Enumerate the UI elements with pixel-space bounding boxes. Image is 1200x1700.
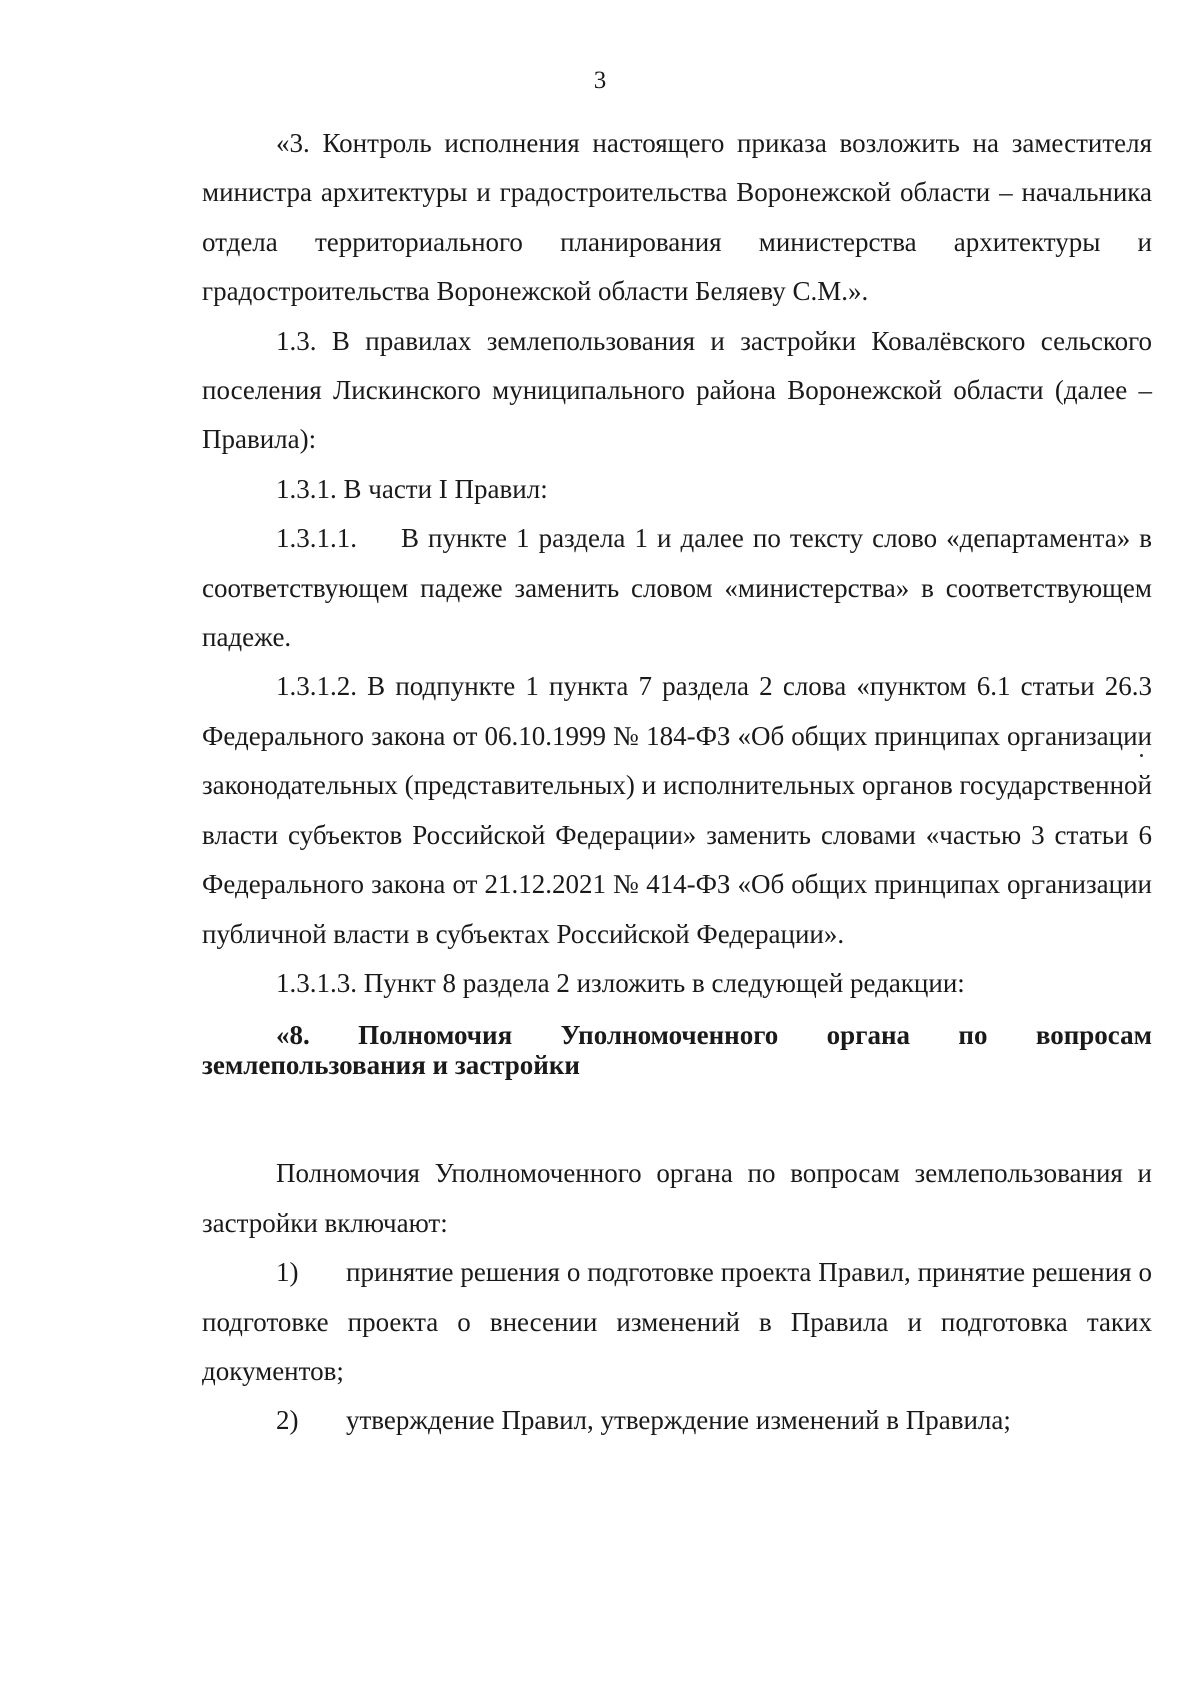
- section-heading: «8. Полномочия Уполномоченного органа по вопросам землепользования и застройки: [202, 1020, 1152, 1081]
- list-item-1: [202, 1248, 1152, 1396]
- list-item-number: 2): [276, 1405, 299, 1436]
- list-item-text: утверждение Правил, утверждение изменений в Правила;: [346, 1405, 1011, 1436]
- paragraph-1-3-1-2: 1.3.1.2. В подпункте 1 пункта 7 раздела 2 слова «пунктом 6.1 статьи 26.3 Федерального закона от 06.10.1999 № 184-ФЗ «Об общих принципах организации законодательных (представительных) и исполнительных органов государственной власти субъектов Российской Федерации» заменить словами «частью 3 статьи 6 Федерального закона от 21.12.2021 № 414-ФЗ «Об общих принципах организации публичной власти в субъектах Российской Федерации».: [202, 671, 1152, 949]
- paragraph-1-3-1-1: [202, 514, 1152, 662]
- document-body: [202, 119, 1152, 1446]
- paragraph-control-clause: «3. Контроль исполнения настоящего приказа возложить на заместителя министра архитектуры и градостроительства Воронежской области – начальника отдела территориального планирования министерства архитектуры и градостроительства Воронежской области Беляеву С.М.».: [202, 128, 1152, 307]
- paragraph-1-3-1-1-number: 1.3.1.1.: [276, 523, 357, 554]
- paragraph-1-3-1: 1.3.1. В части I Правил:: [276, 473, 548, 504]
- page-number: 3: [593, 67, 607, 94]
- list-item-number: 1): [276, 1257, 299, 1288]
- paragraph-1-3-1-1-text: В пункте 1 раздела 1 и далее по тексту слово «департамента» в соответствующем падеже заменить словом «министерства» в соответствующем падеже.: [202, 523, 1152, 653]
- paragraph-powers-intro: Полномочия Уполномоченного органа по вопросам землепользования и застройки включают:: [202, 1158, 1152, 1238]
- list-item-2: [202, 1396, 1152, 1445]
- list-item-text: принятие решения о подготовке проекта Правил, принятие решения о подготовке проекта о внесении изменений в Правила и подготовка таких документов;: [202, 1257, 1152, 1386]
- paragraph-1-3-1-3: 1.3.1.3. Пункт 8 раздела 2 изложить в следующей редакции:: [276, 967, 965, 998]
- paragraph-1-3: 1.3. В правилах землепользования и застройки Ковалёвского сельского поселения Лискинского муниципального района Воронежской области (далее – Правила):: [202, 325, 1152, 455]
